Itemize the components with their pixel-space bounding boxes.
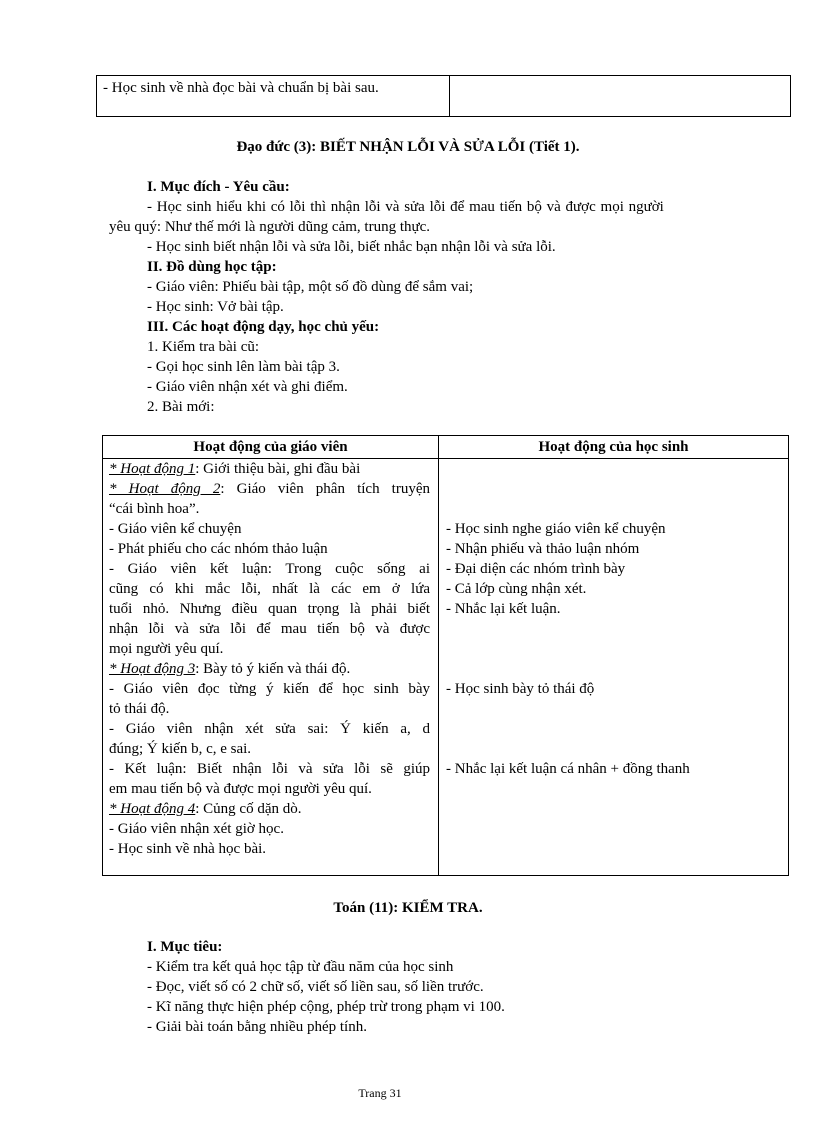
activity4-text: : Củng cố dặn dò. bbox=[195, 801, 302, 817]
page-number: Trang 31 bbox=[358, 1086, 402, 1100]
teacher-line-10: mọi người yêu quí. bbox=[109, 641, 224, 657]
lesson2-objective-3: - Kĩ năng thực hiện phép cộng, phép trừ trong phạm vi 100. bbox=[147, 999, 505, 1015]
activity3-label: * Hoạt động 3 bbox=[109, 661, 196, 677]
student-line-4: - Cả lớp cùng nhận xét. bbox=[446, 581, 587, 597]
activity-table-column-rule bbox=[438, 436, 439, 875]
header-student: Hoạt động của học sinh bbox=[538, 439, 689, 455]
teacher-activity2-line bbox=[109, 479, 430, 499]
teacher-line-3: “cái bình hoa”. bbox=[109, 501, 200, 517]
activity1-label: * Hoạt động 1 bbox=[109, 461, 196, 477]
lesson1-review-item1: - Gọi học sinh lên làm bài tập 3. bbox=[147, 359, 340, 375]
activity2-label: * Hoạt động 2 bbox=[109, 481, 221, 497]
lesson2-title: Toán (11): KIỂM TRA. bbox=[333, 900, 483, 916]
teacher-column bbox=[109, 459, 430, 859]
activity2-text: : Giáo viên phân tích truyện bbox=[220, 481, 430, 497]
teacher-line-16: - Kết luận: Biết nhận lỗi và sửa lỗi sẽ giúp bbox=[109, 761, 430, 777]
student-line-3: - Đại diện các nhóm trình bày bbox=[446, 561, 626, 577]
activity4-label: * Hoạt động 4 bbox=[109, 801, 196, 817]
lesson1-purpose-p2: - Học sinh biết nhận lỗi và sửa lỗi, biết nhắc bạn nhận lỗi và sửa lỗi. bbox=[147, 239, 556, 255]
teacher-line-8: tuổi nhỏ. Nhưng điều quan trọng là phải biết bbox=[109, 601, 430, 617]
activity1-text: : Giới thiệu bài, ghi đầu bài bbox=[195, 461, 361, 477]
teacher-line-17: em mau tiến bộ và được mọi người yêu quí. bbox=[109, 781, 372, 797]
lesson2-objective-4: - Giải bài toán bằng nhiều phép tính. bbox=[147, 1019, 367, 1035]
teacher-line-12: - Giáo viên đọc từng ý kiến để học sinh bày bbox=[109, 681, 430, 697]
previous-lesson-right-cell bbox=[450, 76, 791, 117]
lesson1-activities-heading: III. Các hoạt động dạy, học chủ yếu: bbox=[147, 319, 380, 335]
teacher-line-4: - Giáo viên kể chuyện bbox=[109, 521, 242, 537]
teacher-line-20: - Học sinh về nhà học bài. bbox=[109, 841, 267, 857]
teacher-activity3-line bbox=[109, 659, 430, 679]
lesson1-title: Đạo đức (3): BIẾT NHẬN LỖI VÀ SỬA LỖI (Tiết 1). bbox=[236, 139, 580, 155]
teacher-activity4-line bbox=[109, 799, 430, 819]
lesson2-objectives-heading: I. Mục tiêu: bbox=[147, 939, 223, 955]
lesson1-review-label: 1. Kiểm tra bài cũ: bbox=[147, 339, 260, 355]
lesson1-purpose-heading: I. Mục đích - Yêu cầu: bbox=[147, 179, 290, 195]
lesson1-materials-student: - Học sinh: Vở bài tập. bbox=[147, 299, 284, 315]
student-line-7: - Nhắc lại kết luận cá nhân + đồng thanh bbox=[446, 761, 690, 777]
lesson1-purpose-p1b: yêu quý: Như thế mới là người dũng cảm, trung thực. bbox=[109, 219, 431, 235]
lesson1-materials-heading: II. Đồ dùng học tập: bbox=[147, 259, 277, 275]
previous-lesson-table bbox=[96, 75, 791, 117]
teacher-line-15: đúng; Ý kiến b, c, e sai. bbox=[109, 741, 252, 757]
activity-table bbox=[102, 435, 789, 876]
lesson1-purpose-p1a: - Học sinh hiểu khi có lỗi thì nhận lỗi và sửa lỗi để mau tiến bộ và được mọi người bbox=[147, 199, 664, 215]
teacher-line-5: - Phát phiếu cho các nhóm thảo luận bbox=[109, 541, 328, 557]
student-line-1: - Học sinh nghe giáo viên kể chuyện bbox=[446, 521, 666, 537]
activity3-text: : Bày tỏ ý kiến và thái độ. bbox=[195, 661, 351, 677]
header-teacher: Hoạt động của giáo viên bbox=[193, 439, 348, 455]
student-line-5: - Nhắc lại kết luận. bbox=[446, 601, 561, 617]
student-line-2: - Nhận phiếu và thảo luận nhóm bbox=[446, 541, 640, 557]
student-line-6: - Học sinh bày tỏ thái độ bbox=[446, 681, 595, 697]
lesson1-review-item2: - Giáo viên nhận xét và ghi điểm. bbox=[147, 379, 348, 395]
previous-lesson-left-cell bbox=[97, 76, 450, 117]
teacher-line-9: nhận lỗi và sửa lỗi để mau tiến bộ và được bbox=[109, 621, 430, 637]
lesson1-materials-teacher: - Giáo viên: Phiếu bài tập, một số đồ dùng để sắm vai; bbox=[147, 279, 474, 295]
teacher-line-6: - Giáo viên kết luận: Trong cuộc sống ai bbox=[109, 561, 430, 577]
lesson2-objective-1: - Kiểm tra kết quả học tập từ đầu năm của học sinh bbox=[147, 959, 454, 975]
teacher-line-19: - Giáo viên nhận xét giờ học. bbox=[109, 821, 284, 837]
lesson1-new-lesson-label: 2. Bài mới: bbox=[147, 399, 215, 415]
teacher-line-13: tỏ thái độ. bbox=[109, 701, 170, 717]
lesson2-objective-2: - Đọc, viết số có 2 chữ số, viết số liền sau, số liền trước. bbox=[147, 979, 484, 995]
teacher-line-14: - Giáo viên nhận xét sửa sai: Ý kiến a, d bbox=[109, 721, 430, 737]
teacher-activity1-line bbox=[109, 459, 430, 479]
previous-lesson-note: - Học sinh về nhà đọc bài và chuẩn bị bài sau. bbox=[103, 80, 379, 96]
teacher-line-7: cũng có khi mắc lỗi, nhất là các em ở lứa bbox=[109, 581, 430, 597]
